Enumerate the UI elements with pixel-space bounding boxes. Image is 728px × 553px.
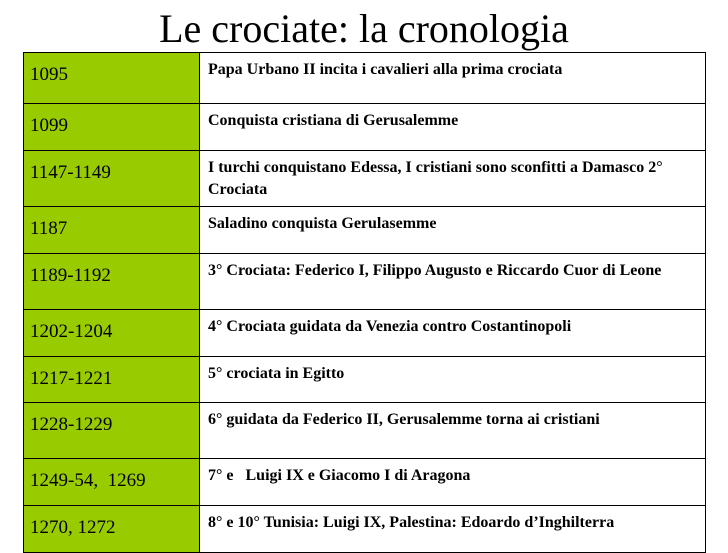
event-text: Papa Urbano II incita i cavalieri alla prima crociata	[208, 61, 563, 78]
date-cell	[24, 403, 200, 459]
event-text: Saladino conquista Gerulasemme	[208, 215, 437, 232]
date-text: 1249-54, 1269	[30, 470, 146, 491]
date-text: 1270, 1272	[30, 517, 116, 538]
table-row	[24, 506, 706, 553]
date-text: 1189-1192	[30, 265, 111, 286]
table-row	[24, 151, 706, 207]
table-row	[24, 459, 706, 506]
date-text: 1217-1221	[30, 368, 113, 389]
event-text: 6° guidata da Federico II, Gerusalemme torna ai cristiani	[208, 411, 600, 428]
date-cell	[24, 207, 200, 254]
timeline-table	[23, 52, 706, 553]
table-row	[24, 254, 706, 310]
date-cell	[24, 254, 200, 310]
event-cell	[200, 357, 706, 403]
date-cell	[24, 151, 200, 207]
event-cell	[200, 459, 706, 506]
event-text: 3° Crociata: Federico I, Filippo Augusto e Riccardo Cuor di Leone	[208, 262, 662, 279]
date-cell	[24, 357, 200, 403]
event-cell	[200, 310, 706, 357]
table-row	[24, 403, 706, 459]
date-cell	[24, 104, 200, 151]
event-cell	[200, 403, 706, 459]
event-text: 4° Crociata guidata da Venezia contro Costantinopoli	[208, 318, 572, 335]
event-text: 7° e Luigi IX e Giacomo I di Aragona	[208, 467, 471, 484]
date-cell	[24, 459, 200, 506]
date-text: 1202-1204	[30, 321, 113, 342]
event-text: 8° e 10° Tunisia: Luigi IX, Palestina: Edoardo d’Inghilterra	[208, 514, 615, 531]
date-text: 1095	[30, 64, 68, 85]
date-cell	[24, 506, 200, 553]
event-cell	[200, 207, 706, 254]
table-row	[24, 310, 706, 357]
table-row	[24, 53, 706, 104]
event-cell	[200, 151, 706, 207]
table-row	[24, 207, 706, 254]
date-text: 1147-1149	[30, 162, 111, 183]
event-text: I turchi conquistano Edessa, I cristiani sono sconfitti a Damasco 2° Crociata	[208, 159, 667, 198]
page-title: Le crociate: la cronologia	[159, 6, 569, 51]
event-text: Conquista cristiana di Gerusalemme	[208, 112, 459, 129]
event-cell	[200, 104, 706, 151]
date-text: 1187	[30, 218, 68, 239]
date-cell	[24, 53, 200, 104]
event-text: 5° crociata in Egitto	[208, 365, 345, 382]
event-cell	[200, 53, 706, 104]
event-cell	[200, 254, 706, 310]
date-text: 1228-1229	[30, 414, 113, 435]
event-cell	[200, 506, 706, 553]
table-row	[24, 104, 706, 151]
date-text: 1099	[30, 115, 68, 136]
table-row	[24, 357, 706, 403]
date-cell	[24, 310, 200, 357]
